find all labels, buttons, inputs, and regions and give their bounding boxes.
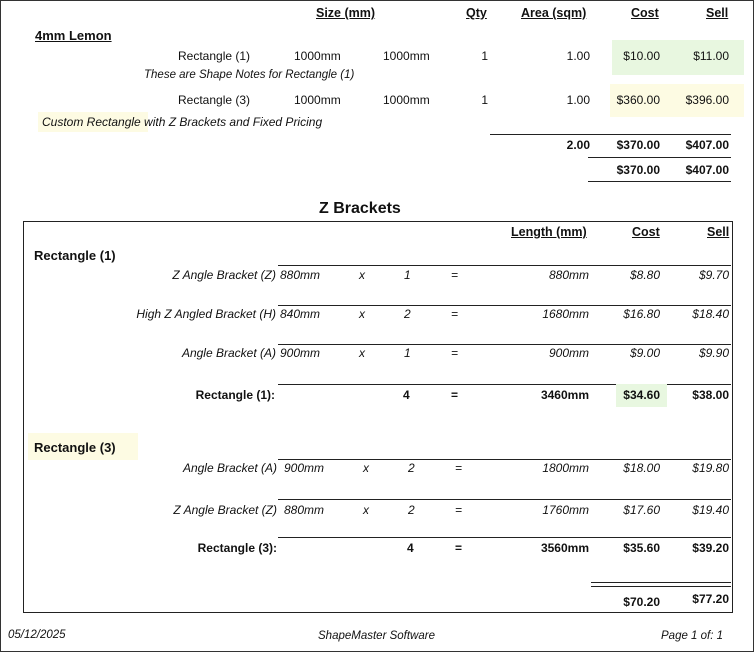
item-width: 1000mm (294, 93, 341, 107)
subtotal-area: 2.00 (566, 138, 590, 152)
bracket-summary-sell: $39.20 (692, 541, 729, 555)
item-qty: 1 (481, 49, 488, 63)
item-sell: $11.00 (693, 49, 729, 63)
bracket-name: Angle Bracket (A) (181, 346, 276, 360)
item-sell: $396.00 (685, 93, 729, 107)
bracket-summary-cost: $35.60 (623, 541, 660, 555)
bracket-length: 840mm (280, 307, 321, 321)
bracket-cost: $8.80 (629, 268, 660, 282)
subtotal-sell: $407.00 (685, 138, 729, 152)
bracket-qty: 2 (408, 503, 415, 517)
item-area: 1.00 (566, 93, 590, 107)
bracket-summary-total: 3560mm (540, 541, 589, 555)
equals-sign: = (451, 268, 459, 282)
item-cost: $360.00 (616, 93, 660, 107)
bracket-total: 1680mm (542, 307, 589, 321)
total-sell: $407.00 (685, 163, 729, 177)
bracket-group-title: Rectangle (1) (34, 248, 116, 263)
bracket-total: 1800mm (542, 461, 589, 475)
footer-software: ShapeMaster Software (318, 630, 435, 642)
bracket-total: 880mm (548, 268, 589, 282)
item-width: 1000mm (294, 49, 341, 63)
item-height: 1000mm (383, 49, 430, 63)
times-sign: x (359, 346, 365, 360)
footer-page: Page 1 of: 1 (661, 630, 724, 642)
bracket-length: 880mm (280, 268, 321, 282)
bracket-length: 900mm (284, 461, 325, 475)
bracket-qty: 2 (408, 461, 415, 475)
equals-sign: = (455, 461, 463, 475)
row-rule (278, 537, 731, 538)
col-header-cost: Cost (632, 225, 660, 239)
row-rule (278, 305, 731, 306)
bracket-qty: 1 (404, 346, 411, 360)
bracket-summary-total: 3460mm (540, 388, 589, 402)
times-sign: x (363, 503, 369, 517)
bracket-cost: $18.00 (623, 461, 660, 475)
times-sign: x (359, 307, 365, 321)
row-rule (278, 459, 731, 460)
col-header-length: Length (mm) (511, 225, 587, 239)
col-header-size: Size (mm) (316, 6, 376, 20)
bracket-total: 900mm (548, 346, 589, 360)
bracket-name: Angle Bracket (A) (182, 461, 277, 475)
grand-total-rule-2 (591, 586, 731, 587)
equals-sign: = (455, 541, 463, 555)
row-rule (278, 344, 731, 345)
times-sign: x (359, 268, 365, 282)
bracket-cost: $9.00 (629, 346, 660, 360)
equals-sign: = (451, 307, 459, 321)
bracket-summary-qty: 4 (407, 541, 414, 555)
times-sign: x (363, 461, 369, 475)
group-title: 4mm Lemon (35, 28, 112, 43)
footer-date: 05/12/2025 (8, 629, 66, 641)
item-note: Custom Rectangle with Z Brackets and Fixed Pricing (42, 115, 323, 129)
total-cost: $370.00 (616, 163, 660, 177)
item-name: Rectangle (1) (178, 49, 251, 63)
item-note: These are Shape Notes for Rectangle (1) (144, 69, 355, 81)
grand-total-sell: $77.20 (692, 592, 729, 606)
bracket-summary-label: Rectangle (3): (197, 541, 277, 555)
bracket-name: High Z Angled Bracket (H) (136, 307, 276, 321)
bracket-summary-label: Rectangle (1): (195, 388, 275, 402)
equals-sign: = (451, 388, 459, 402)
bracket-group-title: Rectangle (3) (34, 440, 116, 455)
bracket-total: 1760mm (542, 503, 589, 517)
bracket-sell: $19.40 (692, 503, 729, 517)
total-underline (588, 181, 731, 182)
item-area: 1.00 (566, 49, 590, 63)
bracket-summary-qty: 4 (403, 388, 410, 402)
item-cost: $10.00 (623, 49, 660, 63)
bracket-qty: 1 (404, 268, 411, 282)
bracket-cost: $17.60 (623, 503, 660, 517)
bracket-length: 880mm (284, 503, 325, 517)
bracket-name: Z Angle Bracket (Z) (173, 503, 277, 517)
row-rule (278, 265, 731, 266)
bracket-summary-sell: $38.00 (692, 388, 729, 402)
bracket-cost: $16.80 (623, 307, 660, 321)
bracket-summary-cost: $34.60 (623, 388, 660, 402)
subtotal-rule (490, 134, 731, 135)
col-header-area: Area (sqm) (521, 6, 587, 20)
bracket-sell: $19.80 (692, 461, 729, 475)
brackets-title: Z Brackets (319, 200, 401, 217)
grand-total-cost: $70.20 (623, 595, 660, 609)
total-rule (588, 157, 731, 158)
bracket-sell: $9.70 (698, 268, 729, 282)
item-name: Rectangle (3) (178, 93, 251, 107)
bracket-name: Z Angle Bracket (Z) (172, 268, 276, 282)
bracket-qty: 2 (404, 307, 411, 321)
item-qty: 1 (481, 93, 488, 107)
bracket-length: 900mm (280, 346, 321, 360)
col-header-qty: Qty (466, 6, 487, 20)
col-header-sell: Sell (707, 225, 730, 239)
equals-sign: = (455, 503, 463, 517)
row-rule (278, 499, 731, 500)
equals-sign: = (451, 346, 459, 360)
col-header-sell: Sell (706, 6, 729, 20)
bracket-sell: $18.40 (692, 307, 729, 321)
bracket-sell: $9.90 (698, 346, 729, 360)
col-header-cost: Cost (631, 6, 659, 20)
item-height: 1000mm (383, 93, 430, 107)
subtotal-cost: $370.00 (616, 138, 660, 152)
grand-total-rule-1 (591, 582, 731, 583)
